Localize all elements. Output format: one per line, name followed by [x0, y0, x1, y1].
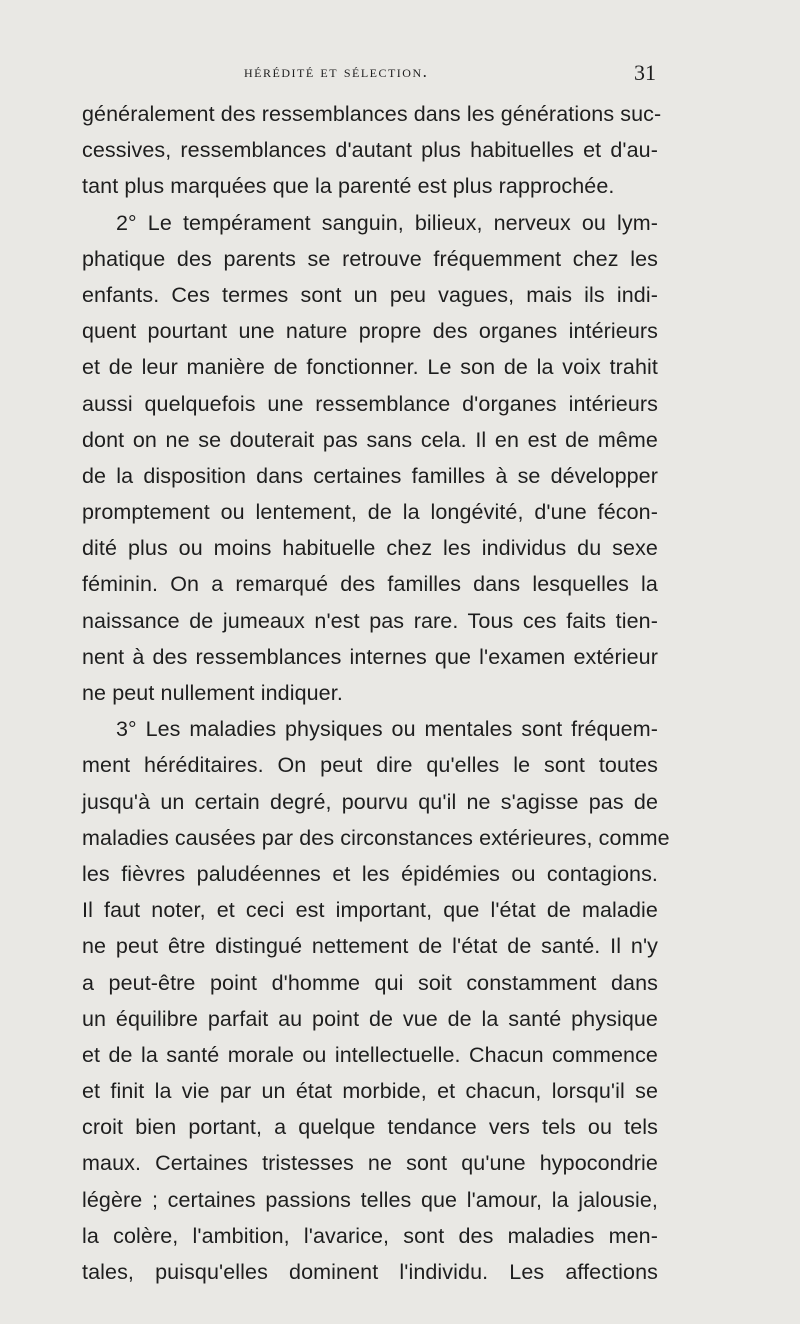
- text-line: dité plus ou moins habituelle chez les individus du sexe: [82, 536, 658, 561]
- text-line: phatique des parents se retrouve fréquemment chez les: [82, 246, 658, 271]
- text-line: ment héréditaires. On peut dire qu'elles le sont toutes: [82, 753, 658, 778]
- text-line: Il faut noter, et ceci est important, que l'état de maladie: [82, 898, 658, 923]
- text-line: généralement des ressemblances dans les générations suc-: [82, 102, 662, 126]
- text-line: ne peut être distingué nettement de l'état de santé. Il n'y: [82, 934, 658, 959]
- text-line: un équilibre parfait au point de vue de la santé physique: [82, 1006, 658, 1031]
- text-line: légère ; certaines passions telles que l'amour, la jalousie,: [82, 1187, 658, 1212]
- text-line: promptement ou lentement, de la longévité, d'une fécon-: [82, 500, 658, 525]
- text-line: et de la santé morale ou intellectuelle. Chacun commence: [82, 1042, 658, 1067]
- text-line: ne peut nullement indiquer.: [82, 681, 343, 705]
- text-line: nent à des ressemblances internes que l'examen extérieur: [82, 644, 658, 669]
- text-line: la colère, l'ambition, l'avarice, sont des maladies men-: [82, 1223, 658, 1248]
- text-line: enfants. Ces termes sont un peu vagues, mais ils indi-: [82, 282, 658, 307]
- text-line: 2° Le tempérament sanguin, bilieux, nerveux ou lym-: [116, 210, 658, 235]
- text-line: jusqu'à un certain degré, pourvu qu'il ne s'agisse pas de: [82, 789, 658, 814]
- text-line: maux. Certaines tristesses ne sont qu'une hypocondrie: [82, 1151, 658, 1176]
- text-line: tant plus marquées que la parenté est plus rapprochée.: [82, 174, 615, 199]
- page-header: [82, 62, 656, 92]
- text-line: quent pourtant une nature propre des organes intérieurs: [82, 319, 658, 344]
- text-line: et de leur manière de fonctionner. Le son de la voix trahit: [82, 355, 658, 380]
- text-line: et finit la vie par un état morbide, et chacun, lorsqu'il se: [82, 1079, 658, 1104]
- text-line: dont on ne se douterait pas sans cela. Il en est de même: [82, 427, 658, 452]
- text-line: croit bien portant, a quelque tendance vers tels ou tels: [82, 1115, 658, 1140]
- running-title: hérédité et sélection.: [244, 62, 429, 81]
- text-line: cessives, ressemblances d'autant plus habituelles et d'au-: [82, 138, 658, 163]
- text-line: maladies causées par des circonstances extérieures, comme: [82, 825, 670, 850]
- body-text: [82, 96, 670, 1290]
- text-line: naissance de jumeaux n'est pas rare. Tous ces faits tien-: [82, 608, 658, 633]
- text-line: aussi quelquefois une ressemblance d'organes intérieurs: [82, 391, 658, 416]
- text-line: de la disposition dans certaines familles à se développer: [82, 463, 658, 488]
- text-line: a peut-être point d'homme qui soit constamment dans: [82, 970, 658, 995]
- page-number: 31: [634, 60, 656, 85]
- text-line: les fièvres paludéennes et les épidémies ou contagions.: [82, 861, 658, 886]
- text-line: féminin. On a remarqué des familles dans lesquelles la: [82, 572, 658, 597]
- text-line: tales, puisqu'elles dominent l'individu. Les affections: [82, 1260, 658, 1284]
- text-line: 3° Les maladies physiques ou mentales sont fréquem-: [116, 717, 658, 742]
